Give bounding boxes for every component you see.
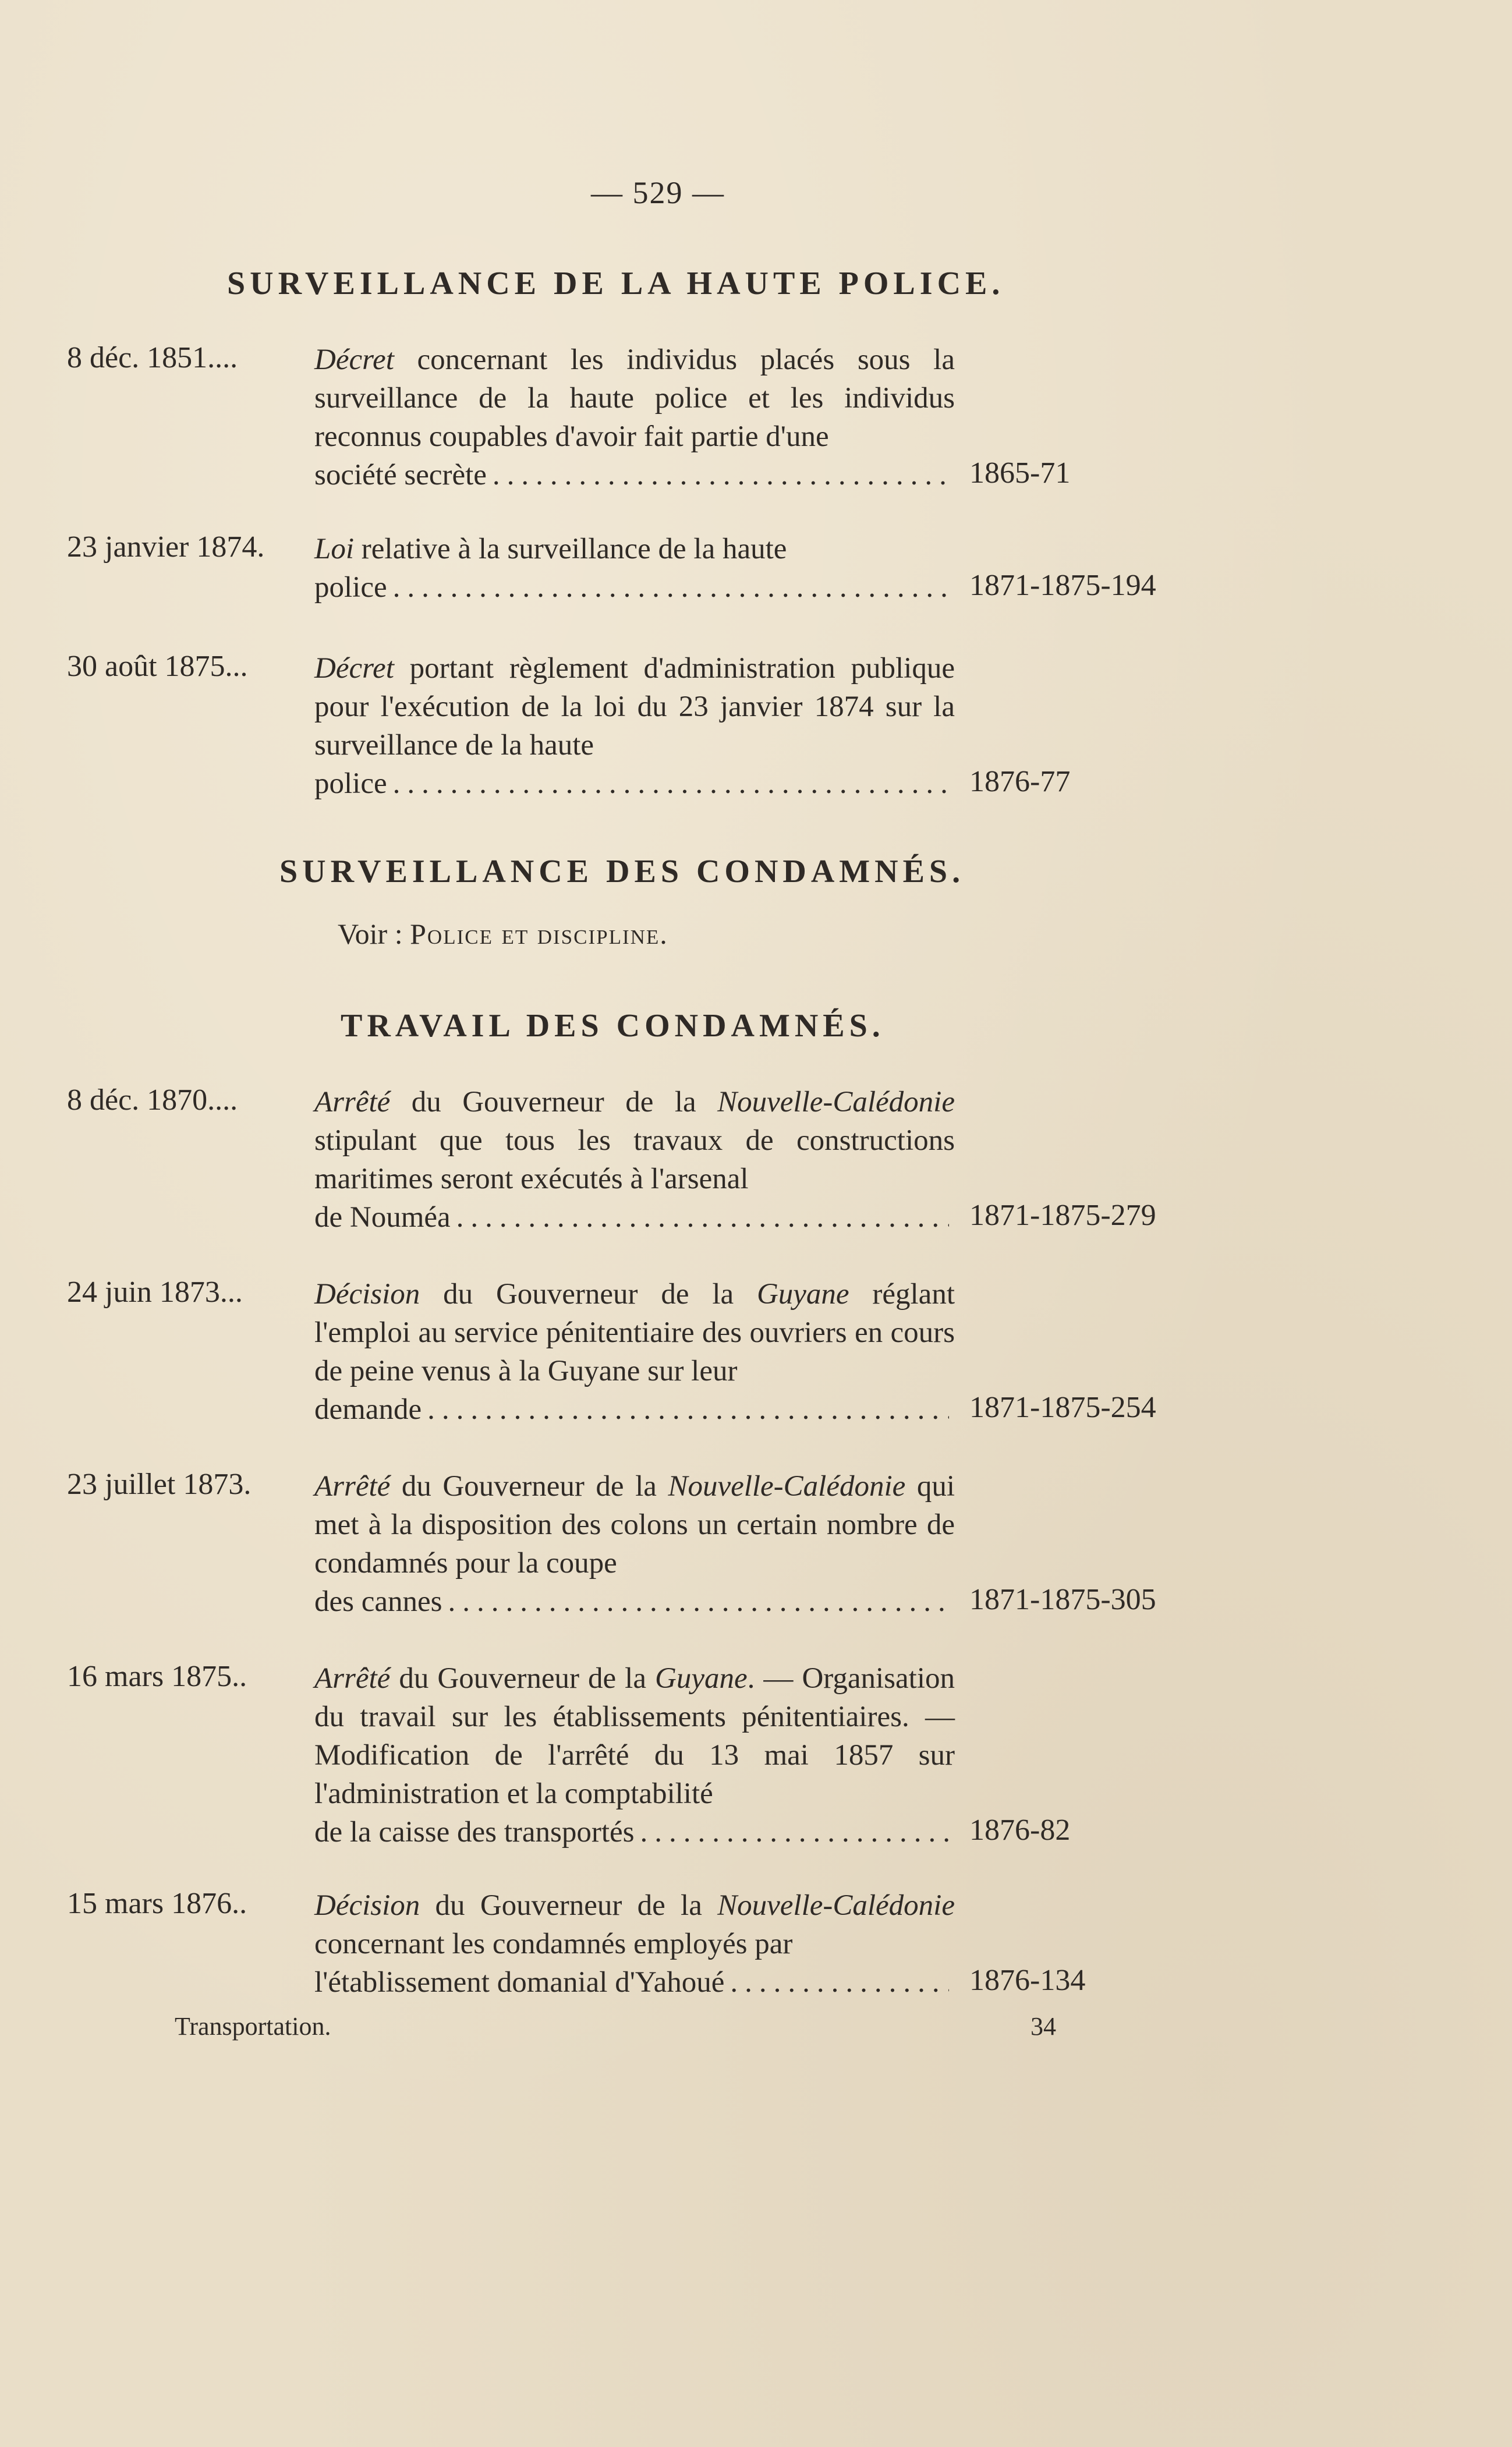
place-name: Nouvelle-Calédonie — [717, 1889, 955, 1922]
act-text: du Gouverneur de la — [390, 1086, 718, 1118]
leader-dots — [493, 456, 949, 494]
section-heading-surveillance-condamnes: SURVEILLANCE DES CONDAMNÉS. — [279, 854, 965, 890]
act-text-end: demande — [314, 1393, 422, 1426]
act-type: Arrêté — [314, 1086, 391, 1118]
act-text-end: société secrète — [314, 459, 487, 491]
act-text-end: des cannes — [314, 1585, 442, 1618]
act-type: Décret — [314, 343, 394, 376]
act-type: Arrêté — [314, 1662, 391, 1695]
place-name: Guyane — [756, 1278, 849, 1311]
act-text-end: l'établissement domanial d'Yahoué — [314, 1966, 725, 1999]
entry-description — [314, 649, 955, 803]
entry-date: 15 mars 1876.. — [67, 1887, 247, 1920]
act-text: du Gouverneur de la — [420, 1889, 718, 1922]
entry-reference: 1871-1875-305 — [969, 1583, 1156, 1616]
footer-signature: Transportation. — [175, 2012, 331, 2041]
leader-dots — [427, 1390, 949, 1429]
entry-reference: 1871-1875-279 — [969, 1199, 1156, 1232]
act-text: concernant les condamnés employés par — [314, 1928, 793, 1960]
act-text: . — Organisation du travail sur les établissements pénitentiaires. — Modification de l'arrêté du 13 mai 1857 sur l'administration et la comptabilité — [314, 1662, 955, 1810]
leader-dots — [640, 1813, 949, 1851]
entry-reference: 1876-77 — [969, 765, 1071, 798]
see-reference: Police et discipline. — [410, 918, 668, 950]
entry-reference: 1871-1875-194 — [969, 569, 1156, 602]
act-text: portant règlement d'administration publique pour l'exécution de la loi du 23 janvier 1874 sur la surveillance de la haute — [314, 652, 955, 762]
act-type: Loi — [314, 533, 355, 565]
act-text: concernant les individus placés sous la surveillance de la haute police et les individus reconnus coupables d'avoir fait partie d'une — [314, 343, 955, 453]
act-text-end: police — [314, 571, 387, 604]
section-heading-travail-condamnes: TRAVAIL DES CONDAMNÉS. — [341, 1008, 885, 1044]
place-name: Nouvelle-Calédonie — [668, 1470, 906, 1503]
act-text: du Gouverneur de la — [420, 1278, 757, 1311]
leader-dots — [456, 1198, 949, 1237]
place-name: Guyane — [655, 1662, 748, 1695]
entry-description — [314, 530, 955, 607]
entry-description — [314, 1467, 955, 1621]
act-type: Décision — [314, 1889, 420, 1922]
act-type: Décision — [314, 1278, 420, 1311]
place-name: Nouvelle-Calédonie — [717, 1086, 955, 1118]
act-text: relative à la surveillance de la haute — [354, 533, 787, 565]
entry-date: 8 déc. 1870.... — [67, 1083, 238, 1117]
entry-description — [314, 1886, 955, 2002]
entry-date: 30 août 1875... — [67, 650, 248, 683]
act-text: stipulant que tous les travaux de constructions maritimes seront exécutés à l'arsenal — [314, 1124, 955, 1195]
entry-date: 16 mars 1875.. — [67, 1660, 247, 1693]
see-prefix: Voir : — [338, 918, 410, 950]
entry-description — [314, 341, 955, 494]
leader-dots — [730, 1963, 949, 2002]
leader-dots — [448, 1582, 950, 1621]
entry-description — [314, 1083, 955, 1237]
entry-description — [314, 1275, 955, 1429]
entry-reference: 1876-82 — [969, 1814, 1071, 1847]
act-type: Arrêté — [314, 1470, 391, 1503]
act-text: qui met à la disposition des colons un certain nombre de condamnés pour la coupe — [314, 1470, 955, 1580]
act-text-end: police — [314, 767, 387, 800]
entry-date: 23 juillet 1873. — [67, 1468, 252, 1501]
leader-dots — [393, 764, 949, 803]
section-heading-surveillance-haute-police: SURVEILLANCE DE LA HAUTE POLICE. — [227, 265, 1005, 302]
act-text: du Gouverneur de la — [390, 1662, 656, 1695]
entry-reference: 1876-134 — [969, 1964, 1086, 1997]
leader-dots — [393, 568, 949, 607]
entry-date: 8 déc. 1851.... — [67, 341, 238, 374]
entry-description — [314, 1659, 955, 1851]
cross-reference — [338, 917, 668, 951]
entry-reference: 1871-1875-254 — [969, 1391, 1156, 1424]
act-text-end: de la caisse des transportés — [314, 1816, 635, 1848]
act-text-end: de Nouméa — [314, 1201, 451, 1234]
act-text: réglant l'emploi au service pénitentiaire des ouvriers en cours de peine venus à la Guyane sur leur — [314, 1278, 955, 1387]
entry-reference: 1865-71 — [969, 456, 1071, 490]
entry-date: 24 juin 1873... — [67, 1276, 243, 1309]
page-number: — 529 — — [591, 175, 725, 210]
act-type: Décret — [314, 652, 394, 685]
footer-signature-number: 34 — [1031, 2012, 1056, 2041]
entry-date: 23 janvier 1874. — [67, 530, 265, 564]
act-text: du Gouverneur de la — [390, 1470, 668, 1503]
